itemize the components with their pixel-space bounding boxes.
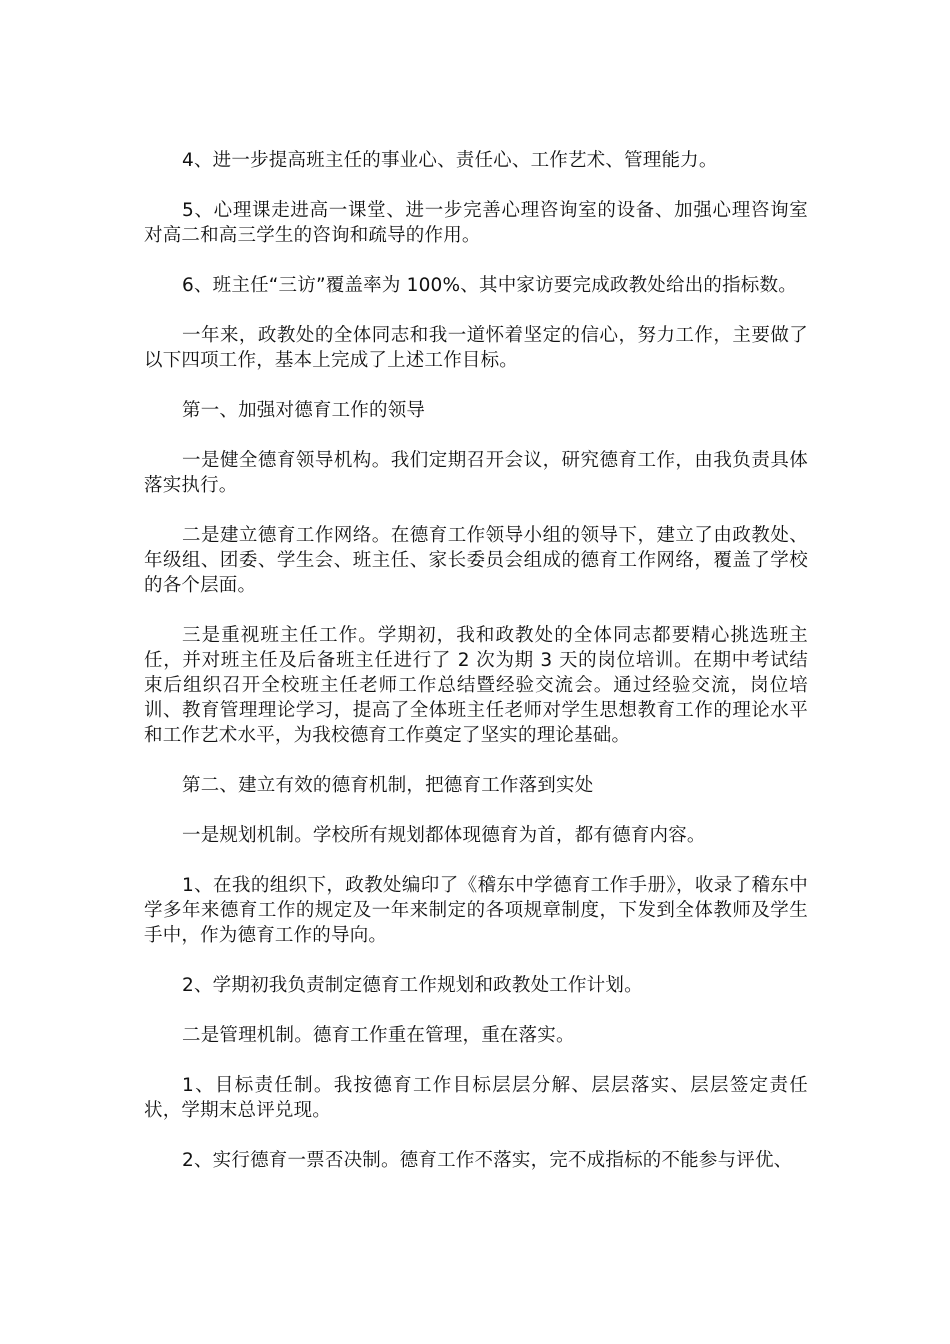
paragraph-semester-plan: 2、学期初我负责制定德育工作规划和政教处工作计划。 bbox=[182, 975, 643, 996]
paragraph-head-teacher: 三是重视班主任工作。学期初，我和政教处的全体同志都要精心挑选班主任，并对班主任及后备班主任进行了 2 次为期 3 天的岗位培训。在期中考试结束后组织召开全校班主任老师工作总结暨经验交流会。通过经验交流，岗位培训、教育管理理论学习，提高了全体班主任老师对学生思想教育工作的理论水平和工作艺术水平，为我校德育工作奠定了坚实的理论基础。 bbox=[144, 625, 808, 746]
paragraph-veto-system: 2、实行德育一票否决制。德育工作不落实，完不成指标的不能参与评优、 bbox=[182, 1150, 793, 1171]
paragraph-network: 二是建立德育工作网络。在德育工作领导小组的领导下，建立了由政教处、年级组、团委、学生会、班主任、家长委员会组成的德育工作网络，覆盖了学校的各个层面。 bbox=[144, 525, 808, 596]
paragraph-target-responsibility: 1、目标责任制。我按德育工作目标层层分解、层层落实、层层签定责任状，学期末总评兑现。 bbox=[144, 1075, 808, 1121]
paragraph-summary: 一年来，政教处的全体同志和我一道怀着坚定的信心，努力工作，主要做了以下四项工作，基本上完成了上述工作目标。 bbox=[144, 325, 808, 371]
paragraph-handbook: 1、在我的组织下，政教处编印了《稽东中学德育工作手册》，收录了稽东中学多年来德育工作的规定及一年来制定的各项规章制度，下发到全体教师及学生手中，作为德育工作的导向。 bbox=[144, 875, 808, 946]
section-heading-1: 第一、加强对德育工作的领导 bbox=[182, 400, 426, 421]
paragraph-management: 二是管理机制。德育工作重在管理，重在落实。 bbox=[182, 1025, 575, 1046]
document-body bbox=[144, 148, 808, 1198]
paragraph-goal-6: 6、班主任“三访”覆盖率为 100%、其中家访要完成政教处给出的指标数。 bbox=[182, 275, 797, 296]
section-heading-2: 第二、建立有效的德育机制，把德育工作落到实处 bbox=[182, 775, 594, 796]
paragraph-goal-4: 4、进一步提高班主任的事业心、责任心、工作艺术、管理能力。 bbox=[182, 150, 718, 171]
paragraph-leadership: 一是健全德育领导机构。我们定期召开会议，研究德育工作，由我负责具体落实执行。 bbox=[144, 450, 808, 496]
paragraph-planning: 一是规划机制。学校所有规划都体现德育为首，都有德育内容。 bbox=[182, 825, 706, 846]
paragraph-goal-5: 5、心理课走进高一课堂、进一步完善心理咨询室的设备、加强心理咨询室对高二和高三学生的咨询和疏导的作用。 bbox=[144, 200, 808, 246]
